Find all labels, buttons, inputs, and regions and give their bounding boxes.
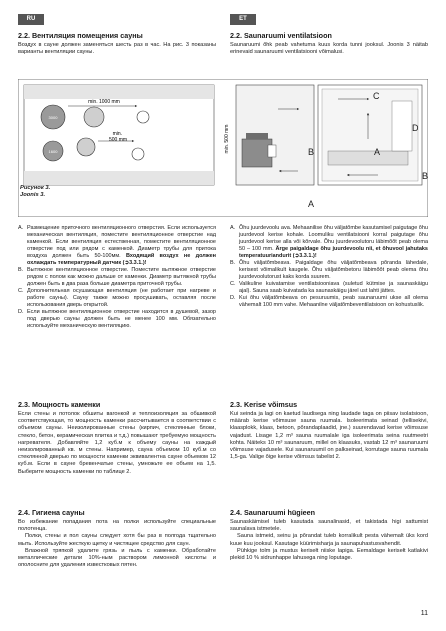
min-500-vertical-label: min. 500 mm	[224, 124, 230, 154]
sauna-ventilation-diagram	[18, 79, 428, 217]
et-hygiene-title: 2.4. Saunaruumi hügieen	[230, 508, 316, 517]
figure-caption-et: Joonis 3.	[20, 192, 46, 198]
ru-hygiene-p3: Влажной тряпкой удалите грязь и пыль с каменки. Обработайте металлические детали 10%-ным раствором лимонной кислоты и ополосните для удаления известковых пятен.	[18, 547, 216, 569]
et-legend-item-b: B. Õhu väljatõmbeava. Paigaldage õhu väljatõmbeava põranda lähedale, kerisest võimalikult kaugele. Õhu väljatõmbetoru läbimõõt peab olema õhu juurdevoolutorust kaks korda suurem.	[230, 260, 428, 280]
ru-ventilation-title: 2.2. Вентиляция помещения сауны	[18, 31, 143, 40]
ru-heater-power-title: 2.3. Мощность каменки	[18, 400, 101, 409]
et-hygiene-p1: Saunaskäimisel tuleb kasutada saunalinasid, et takistada higi sattumist saunalava istmetele.	[230, 519, 428, 533]
et-hygiene-p2: Sauna istmeid, seinu ja põrandat tuleb korralikult pesta vähemalt üks kord kuue kuu jooksul. Kasutage küürimisharja ja saunapuhastusvahendit.	[230, 533, 428, 547]
et-section-ventilation	[230, 31, 428, 56]
figure-letter-c: C	[373, 91, 380, 101]
ru-legend-item-c: C. Дополнительная осушающая вентиляция (не работает при нагреве и работе сауны). Сауну также можно просушивать, оставляя после использования дверь открытой.	[18, 288, 216, 308]
et-legend-item-d: D. Kui õhu väljatõmbeava on pesuruumis, peab saunaruumi ukse all olema vähemalt 100 mm vahe. Mehaanilne väljatõmbeventilatsioon on kohustuslik.	[230, 295, 428, 308]
ru-legend-item-b: B. Вытяжное вентиляционное отверстие. Поместите вытяжное отверстие рядом с полом как можно дальше от каменки. Диаметр вытяжной трубы должен быть в два раза больше диаметра приточной трубы.	[18, 267, 216, 287]
et-heater-power-text: Kui seinda ja lagi on kaetud laudisega ning laudade taga on piisav isolatsioon, määrab kerise võimsuse sauna ruumala. Isoleerimata seinad (tellisekivi, klaasplokk, klaas, betoon, põrandaplaadid, jne.) suurendavad kerise võimsuse vajadust. Lisage 1,2 m³ sauna ruumalale iga isoleerimata seina ruutmeetri kohta. Näiteks 10 m³ saunaruum, millel on klaasuks, vastab 12 m³ saunaruumi võimsuse vajadusele. Kui saunaruumil on palkseinad, korrutage sauna ruumala 1,5-ga. Valige õige kerise võimsus tabelist 2.	[230, 411, 428, 461]
ru-ventilation-text: Воздух в сауне должен заменяться шесть раз в час. На рис. 3 показаны варианты вентиляции сауны.	[18, 42, 216, 56]
ru-hygiene-p1: Во избежание попадания пота на полки используйте специальные полотенца.	[18, 519, 216, 533]
figure-letter-a2: A	[374, 147, 381, 157]
svg-text:1600: 1600	[48, 149, 58, 154]
ru-hygiene-p2: Полки, стены и пол сауны следует хотя бы раз в полгода тщательно мыть. Используйте жесткую щетку и чистящее средство для саун.	[18, 533, 216, 547]
room-view	[318, 85, 422, 185]
plan-view	[24, 85, 214, 185]
figure-caption	[20, 185, 50, 199]
svg-text:3000: 3000	[48, 115, 58, 120]
et-section-heater-power	[230, 400, 428, 461]
ru-heater-power-text: Если стены и потолок обшиты вагонкой и теплоизоляция за обшивкой соответствующая, то мощность каменки рассчитывается в соответствии с объемом сауны. Неизолированные стены (кирпич, стеклянные блоки, стекло, бетон, керамическая плитка и т.д.) повышают требуемую мощность нагревателя. Добавляйте 1,2 куб.м к объему сауны на каждый неизолированный кв. м стены. Например, сауна объемом 10 куб.м со стеклянной дверью по мощности каменки эквивалентна сауне объемом 12 куб.м. Если в сауне бревенчатые стены, умножьте ее объем на 1,5. Выберите мощность каменки по таблице 2.	[18, 411, 216, 475]
ru-hygiene-title: 2.4. Гигиена сауны	[18, 508, 85, 517]
min-500-label: min. 500 mm	[108, 131, 128, 143]
et-ventilation-title: 2.2. Saunaruumi ventilatsioon	[230, 31, 332, 40]
et-hygiene-p3: Pühkige tolm ja mustus kerisełt niiske lapiga. Eemaldage kerisełt katlakivi plekid 10 % sidrunhappe lahusega ning loputage.	[230, 547, 428, 562]
et-legend-item-a: A. Õhu juurdevoolu ava. Mehaanilise õhu väljatõmbe kasutamisel paigutage õhu juurdevool kerise kohale. Loomuliku ventilatsiooni korral paigutage õhu juurdevool kerise alla või kõrvale. Õhu juurdevoolutoru läbimõõt peab olema 50 – 100 mm. Ärge paigaldage õhu juurdevoolu nii, et õhuvool jahutaks temperatuuriandurit (➲3.3.1.)!	[230, 225, 428, 259]
ru-section-ventilation	[18, 31, 216, 56]
ru-legend-item-a: A. Размещение приточного вентиляционного отверстия. Если используется механическая вентиляция, поместите вентиляционное отверстие над каменкой. Если вентиляция естественная, поместите вентиляционное отверстие под или рядом с каменкой. Диаметр трубы для притока воздуха должен быть 50-100мм. Входящий воздух не должен охлаждать температурный датчик (➲3.3.1.)!	[18, 225, 216, 266]
figure-letter-a: A	[308, 199, 315, 209]
lang-badge-et: ET	[230, 14, 256, 25]
et-heater-power-title: 2.3. Kerise võimsus	[230, 400, 298, 409]
figure-letter-d: D	[412, 123, 419, 133]
figure-caption-ru: Рисунок 3.	[20, 185, 51, 191]
vertical-dimension	[218, 109, 232, 167]
lang-badge-ru: RU	[18, 14, 44, 25]
ru-legend	[18, 225, 216, 330]
min-1000-label: min. 1000 mm	[88, 99, 120, 105]
et-ventilation-text: Saunaruumi õhk peab vahetuma kuus korda tunni jooksul. Joonis 3 näitab erinevaid saunaruumi ventilatsiooni võimalusi.	[230, 42, 428, 56]
section-view	[236, 85, 314, 185]
ru-section-heater-power	[18, 400, 216, 476]
page-number: 11	[420, 610, 428, 617]
et-legend	[230, 225, 428, 309]
et-legend-item-c: C. Valikuline kuivatamise ventilatsiooniava (suletud kütmise ja saunaskäigu ajal). Sauna saab kuivatada ka saunaskäigu järel ust lahti jättes.	[230, 281, 428, 294]
figure-letter-b2: B	[422, 171, 428, 181]
et-section-hygiene	[230, 508, 428, 562]
figure-letter-b: B	[308, 147, 315, 157]
ru-section-hygiene	[18, 508, 216, 569]
ru-legend-item-d: D. Если вытяжное вентиляционное отверстие находится в душевой, зазор под дверью сауны должен быть не менее 100 мм. Обязательно используйте механическую вентиляцию.	[18, 309, 216, 329]
